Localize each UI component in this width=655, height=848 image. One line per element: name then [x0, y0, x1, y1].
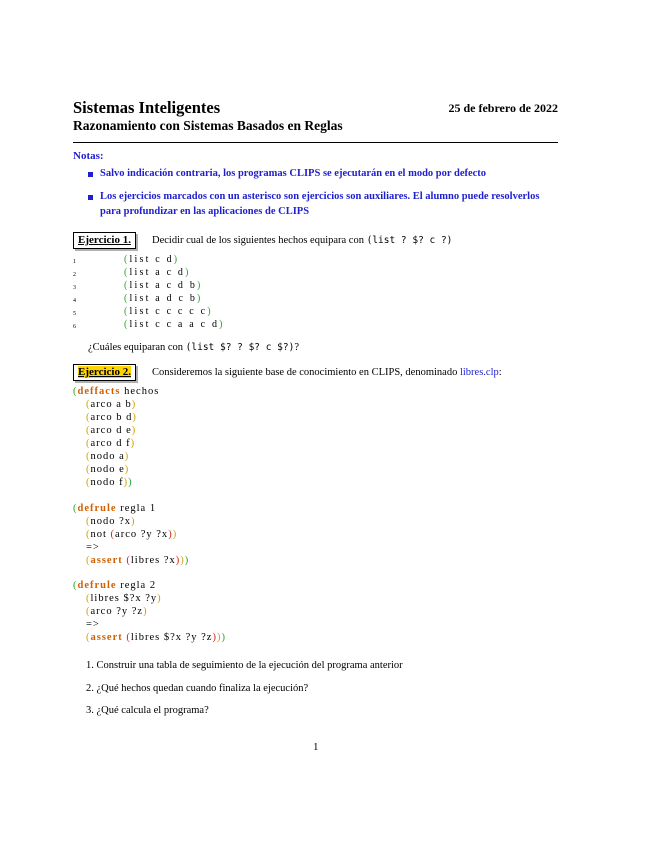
exercise-2-label: Ejercicio 2.	[73, 364, 136, 381]
exercise-1-label: Ejercicio 1.	[73, 232, 136, 249]
fact-line: (list c d)	[124, 254, 180, 265]
fact-line: (list c c c c c)	[124, 306, 213, 317]
question-item: 3. ¿Qué calcula el programa?	[86, 705, 209, 716]
clips-fact: (arco d e)	[86, 425, 137, 436]
rule-action: (assert (libres ?x)))	[86, 555, 190, 566]
rule-arrow: =>	[86, 619, 100, 630]
rule-condition: (not (arco ?y ?x))	[86, 529, 178, 540]
line-number: 2	[73, 272, 76, 278]
defrule-2-line: (defrule regla 2	[73, 580, 157, 591]
question-item: 2. ¿Qué hechos quedan cuando finaliza la ejecución?	[86, 683, 309, 694]
page-number: 1	[313, 741, 319, 753]
rule-condition: (arco ?y ?z)	[86, 606, 148, 617]
exercise-2-statement: Consideremos la siguiente base de conocimiento en CLIPS, denominado libres.clp:	[152, 367, 502, 378]
clips-fact: (arco d f)	[86, 438, 136, 449]
note-item: Salvo indicación contraria, los programas CLIPS se ejecutarán en el modo por defecto	[100, 168, 487, 179]
header-rule	[73, 142, 558, 143]
document-title: Sistemas Inteligentes	[73, 98, 221, 117]
bullet-icon	[88, 172, 93, 177]
note-item: Los ejercicios marcados con un asterisco son ejercicios son auxiliares. El alumno puede resolverlos para profundizar en las aplicaciones de CLIPS	[100, 191, 540, 217]
clips-fact: (nodo f))	[86, 477, 133, 488]
clips-fact: (nodo e)	[86, 464, 130, 475]
clips-fact: (arco a b)	[86, 399, 137, 410]
clips-fact: (nodo a)	[86, 451, 130, 462]
fact-line: (list a c d)	[124, 267, 191, 278]
clips-fact: (arco b d)	[86, 412, 137, 423]
rule-condition: (libres $?x ?y)	[86, 593, 162, 604]
bullet-icon	[88, 195, 93, 200]
exercise-1-question: ¿Cuáles equiparan con (list $? ? $? c $?)?	[88, 342, 300, 353]
defrule-1-line: (defrule regla 1	[73, 503, 157, 514]
line-number: 3	[73, 285, 76, 291]
fact-line: (list c c a a c d)	[124, 319, 225, 330]
rule-action: (assert (libres $?x ?y ?z)))	[86, 632, 226, 643]
line-number: 1	[73, 259, 76, 265]
deffacts-line: (deffacts hechos	[73, 386, 160, 397]
fact-line: (list a d c b)	[124, 293, 203, 304]
rule-arrow: =>	[86, 542, 100, 553]
line-number: 5	[73, 311, 76, 317]
rule-condition: (nodo ?x)	[86, 516, 136, 527]
document-subtitle: Razonamiento con Sistemas Basados en Reglas	[73, 118, 343, 133]
line-number: 4	[73, 298, 76, 304]
question-item: 1. Construir una tabla de seguimiento de la ejecución del programa anterior	[86, 660, 403, 671]
notes-label: Notas:	[73, 150, 104, 162]
document-date: 25 de febrero de 2022	[448, 101, 558, 115]
fact-line: (list a c d b)	[124, 280, 203, 291]
line-number: 6	[73, 324, 76, 330]
exercise-1-statement: Decidir cual de los siguientes hechos equipara con (list ? $? c ?)	[152, 235, 453, 246]
filename-link[interactable]: libres.clp	[459, 367, 499, 378]
